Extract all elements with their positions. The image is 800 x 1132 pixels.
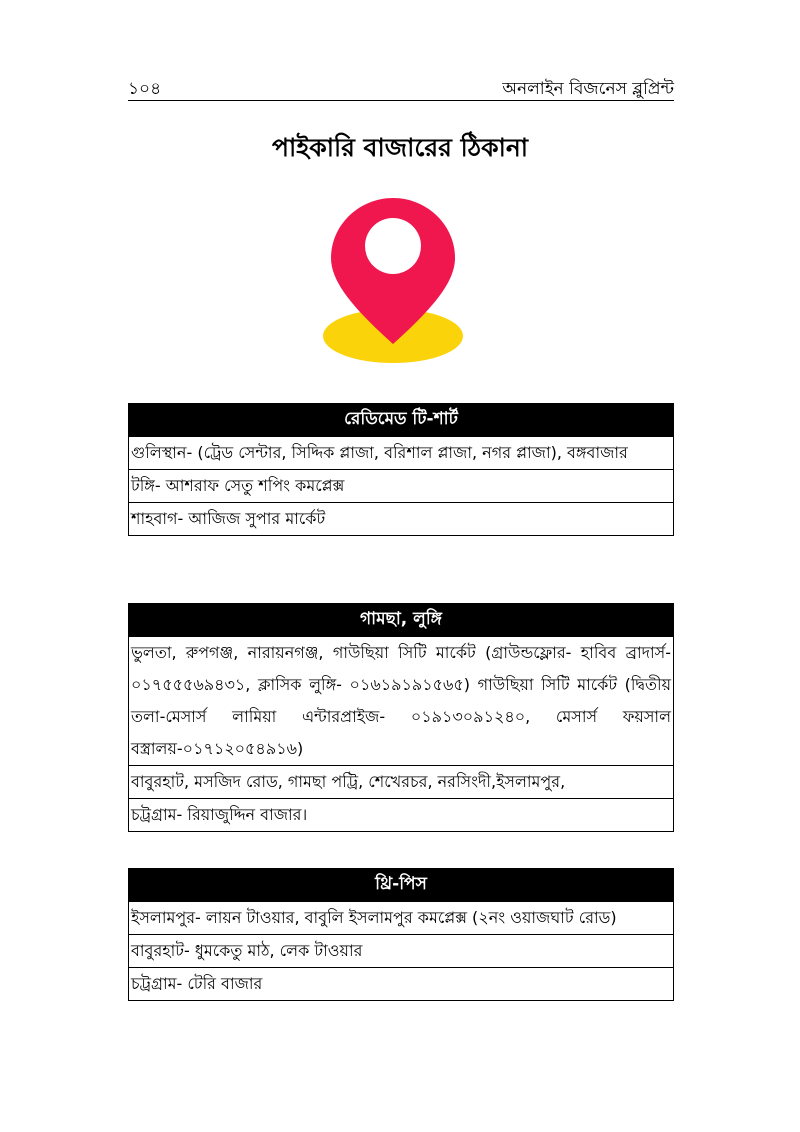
section-readymade-tshirt <box>128 403 674 536</box>
table-row: বাবুরহাট- ধুমকেতু মাঠ, লেক টাওয়ার <box>129 935 674 968</box>
table-row: চট্রগ্রাম- টেরি বাজার <box>129 968 674 1001</box>
table-row: গুলিস্থান- (ট্রেড সেন্টার, সিদ্দিক প্লাজা, বরিশাল প্লাজা, নগর প্লাজা), বঙ্গবাজার <box>129 437 674 470</box>
section-title: রেডিমেড টি-শার্ট <box>129 404 674 437</box>
table-row: শাহবাগ- আজিজ সুপার মার্কেট <box>129 503 674 536</box>
table-row: চট্রগ্রাম- রিয়াজুদ্দিন বাজার। <box>129 799 674 832</box>
table-row: টঙ্গি- আশরাফ সেতু শপিং কমপ্লেক্স <box>129 470 674 503</box>
section-three-piece <box>128 868 674 1001</box>
table-row: বাবুরহাট, মসজিদ রোড, গামছা পট্রি, শেখেরচর, নরসিংদী,ইসলামপুর, <box>129 766 674 799</box>
table-row: ভুলতা, রুপগঞ্জ, নারায়নগঞ্জ, গাউছিয়া সিটি মার্কেট (গ্রাউন্ডফ্লোর- হাবিব ব্রাদার্স- ০১৭৫৫৫৬৯৪৩১, ক্লাসিক লুঙ্গি- ০১৬১৯১৯১৫৬৫) গাউছিয়া সিটি মার্কেট (দ্বিতীয় তলা-মেসার্স লামিয়া এন্টারপ্রাইজ- ০১৯১৩০৯১২৪০, মেসার্স ফয়সাল বস্ত্রালয়-০১৭১২০৫৪৯১৬) <box>129 637 674 766</box>
section-title: গামছা, লুঙ্গি <box>129 604 674 637</box>
section-title: থ্রি-পিস <box>129 869 674 902</box>
page-title: পাইকারি বাজারের ঠিকানা <box>271 133 529 162</box>
location-pin-icon <box>320 192 466 364</box>
section-gamchha-lungi <box>128 603 674 832</box>
pin-hole <box>365 218 421 274</box>
table-row: ইসলামপুর- লায়ন টাওয়ার, বাবুলি ইসলামপুর কমপ্লেক্স (২নং ওয়াজঘাট রোড) <box>129 902 674 935</box>
book-title: অনলাইন বিজনেস ব্লুপ্রিন্ট <box>502 79 674 99</box>
page-number: ১০৪ <box>128 79 162 99</box>
page-header <box>128 74 674 101</box>
